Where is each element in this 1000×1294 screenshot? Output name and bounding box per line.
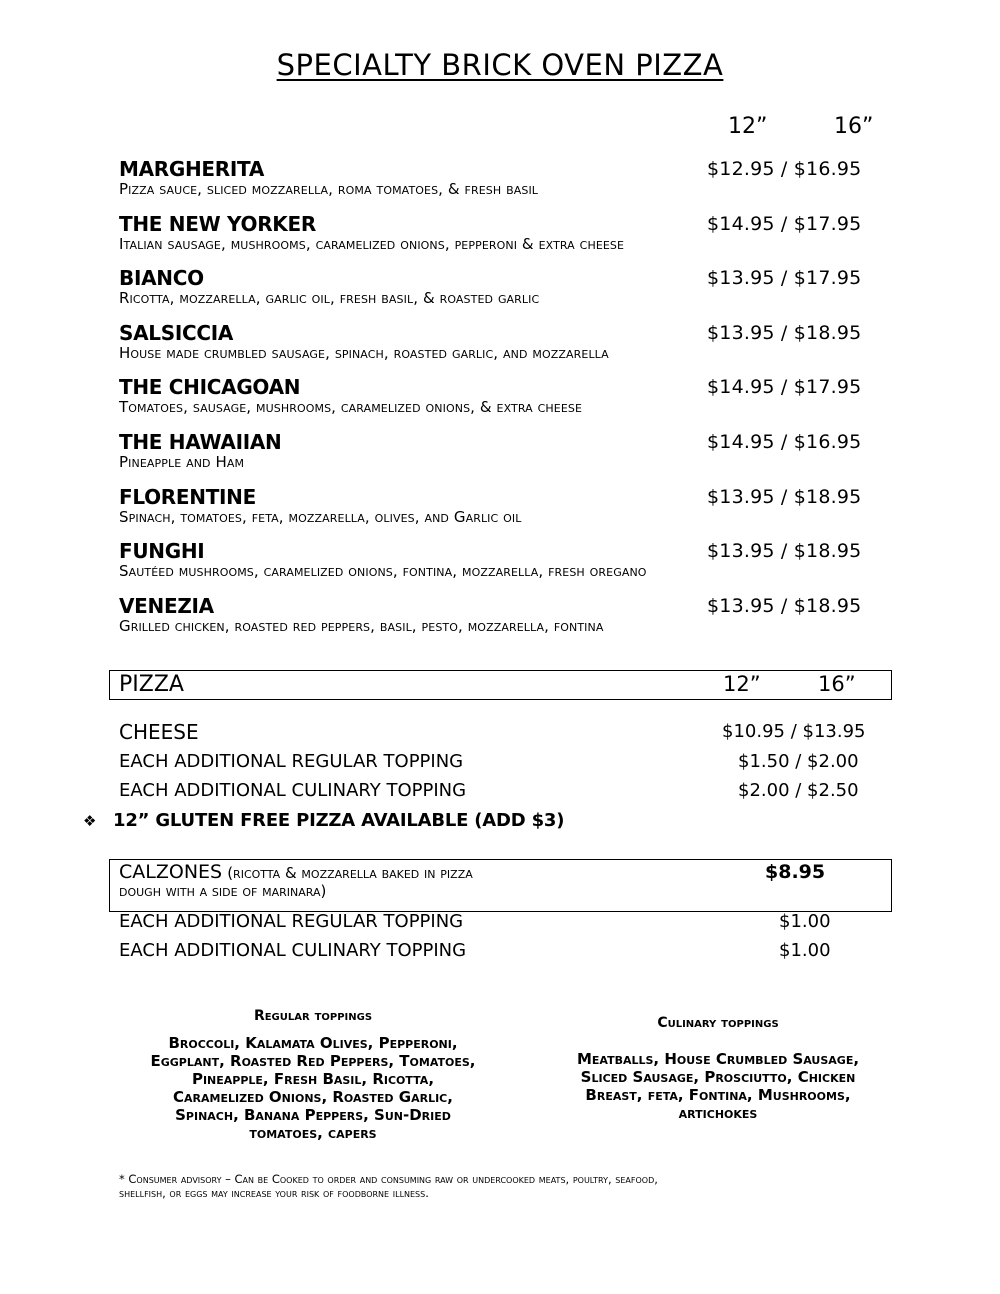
calzones-label: CALZONES	[119, 861, 223, 883]
size-header-12: 12”	[728, 114, 768, 139]
culinary-toppings-heading: Culinary toppings	[657, 1015, 779, 1031]
item-price: $14.95 / $17.95	[707, 376, 862, 399]
calzones-title-line	[119, 861, 473, 883]
item-description: Grilled chicken, roasted red peppers, basil, pesto, mozzarella, fontina	[119, 616, 604, 635]
item-description: Sautéed mushrooms, caramelized onions, fontina, mozzarella, fresh oregano	[119, 562, 647, 581]
item-description: Spinach, tomatoes, feta, mozzarella, olives, and Garlic oil	[119, 507, 522, 526]
pizza-culinary-topping-label: EACH ADDITIONAL CULINARY TOPPING	[119, 780, 467, 801]
item-name: THE HAWAIIAN	[119, 430, 282, 454]
item-name: THE NEW YORKER	[119, 211, 316, 236]
item-price: $13.95 / $18.95	[707, 594, 862, 617]
regular-toppings-list	[113, 1034, 513, 1142]
size-header-16: 16”	[834, 114, 874, 139]
consumer-advisory	[119, 1172, 919, 1200]
item-name: FUNGHI	[119, 539, 205, 564]
pizza-header-box	[109, 670, 892, 700]
calzone-regular-topping-label: EACH ADDITIONAL REGULAR TOPPING	[119, 911, 464, 932]
cheese-price: $10.95 / $13.95	[722, 721, 866, 742]
advisory-line: * Consumer advisory – Can be Cooked to order and consuming raw or undercooked meats, poultry, seafood,	[119, 1172, 658, 1186]
item-price: $13.95 / $17.95	[707, 267, 862, 290]
menu-title: SPECIALTY BRICK OVEN PIZZA	[276, 48, 724, 82]
calzones-box	[109, 859, 892, 912]
regular-toppings-line: Caramelized Onions, Roasted Garlic,	[173, 1088, 453, 1106]
calzone-culinary-topping-label: EACH ADDITIONAL CULINARY TOPPING	[119, 940, 467, 961]
pizza-regular-topping-price: $1.50 / $2.00	[738, 751, 859, 772]
item-description: Pizza sauce, sliced mozzarella, roma tomatoes, & fresh basil	[119, 180, 539, 198]
culinary-toppings-line: Sliced Sausage, Prosciutto, Chicken	[580, 1068, 856, 1086]
item-name: BIANCO	[119, 266, 204, 291]
pizza-size-16: 16”	[818, 672, 856, 696]
item-price: $13.95 / $18.95	[707, 485, 862, 508]
regular-toppings-line: Eggplant, Roasted Red Peppers, Tomatoes,	[150, 1052, 476, 1070]
calzones-description: (ricotta & mozzarella baked in pizza	[227, 864, 473, 882]
culinary-toppings-line: artichokes	[678, 1104, 758, 1122]
item-price: $14.95 / $17.95	[707, 212, 862, 235]
item-price: $13.95 / $18.95	[707, 321, 862, 344]
cheese-label: CHEESE	[119, 720, 199, 744]
culinary-toppings-list	[528, 1050, 908, 1122]
pizza-regular-topping-label: EACH ADDITIONAL REGULAR TOPPING	[119, 751, 464, 772]
item-description: House made crumbled sausage, spinach, roasted garlic, and mozzarella	[119, 343, 609, 362]
bullet-icon: ❖	[83, 812, 97, 830]
pizza-size-12: 12”	[723, 672, 761, 696]
pizza-culinary-topping-price: $2.00 / $2.50	[738, 780, 859, 801]
item-name: MARGHERITA	[119, 157, 265, 181]
regular-toppings-line: Pineapple, Fresh Basil, Ricotta,	[191, 1070, 435, 1088]
item-description: Tomatoes, sausage, mushrooms, caramelized onions, & extra cheese	[119, 398, 583, 417]
calzone-culinary-topping-price: $1.00	[779, 940, 831, 961]
culinary-toppings-line: Meatballs, House Crumbled Sausage,	[576, 1050, 860, 1068]
item-description: Ricotta, mozzarella, garlic oil, fresh basil, & roasted garlic	[119, 289, 540, 308]
item-name: VENEZIA	[119, 593, 214, 618]
regular-toppings-line: tomatoes, capers	[249, 1124, 377, 1142]
item-price: $14.95 / $16.95	[707, 431, 862, 453]
calzone-regular-topping-price: $1.00	[779, 911, 831, 932]
item-description: Pineapple and Ham	[119, 453, 245, 471]
pizza-heading: PIZZA	[119, 672, 184, 697]
regular-toppings-line: Broccoli, Kalamata Olives, Pepperoni,	[168, 1034, 458, 1052]
item-name: FLORENTINE	[119, 484, 256, 509]
regular-toppings-heading: Regular toppings	[253, 1008, 373, 1024]
calzones-description-cont: dough with a side of marinara)	[119, 882, 327, 900]
gluten-free-note: 12” GLUTEN FREE PIZZA AVAILABLE (ADD $3)	[113, 810, 565, 831]
advisory-line: shellfish, or eggs may increase your risk of foodborne illness.	[119, 1186, 429, 1200]
item-description: Italian sausage, mushrooms, caramelized onions, pepperoni & extra cheese	[119, 234, 625, 253]
item-price: $13.95 / $18.95	[707, 540, 862, 563]
item-name: SALSICCIA	[119, 320, 234, 345]
calzones-price: $8.95	[765, 861, 826, 883]
regular-toppings-line: Spinach, Banana Peppers, Sun-Dried	[175, 1106, 451, 1124]
item-price: $12.95 / $16.95	[707, 158, 862, 180]
item-name: THE CHICAGOAN	[119, 375, 301, 400]
culinary-toppings-line: Breast, feta, Fontina, Mushrooms,	[585, 1086, 851, 1104]
